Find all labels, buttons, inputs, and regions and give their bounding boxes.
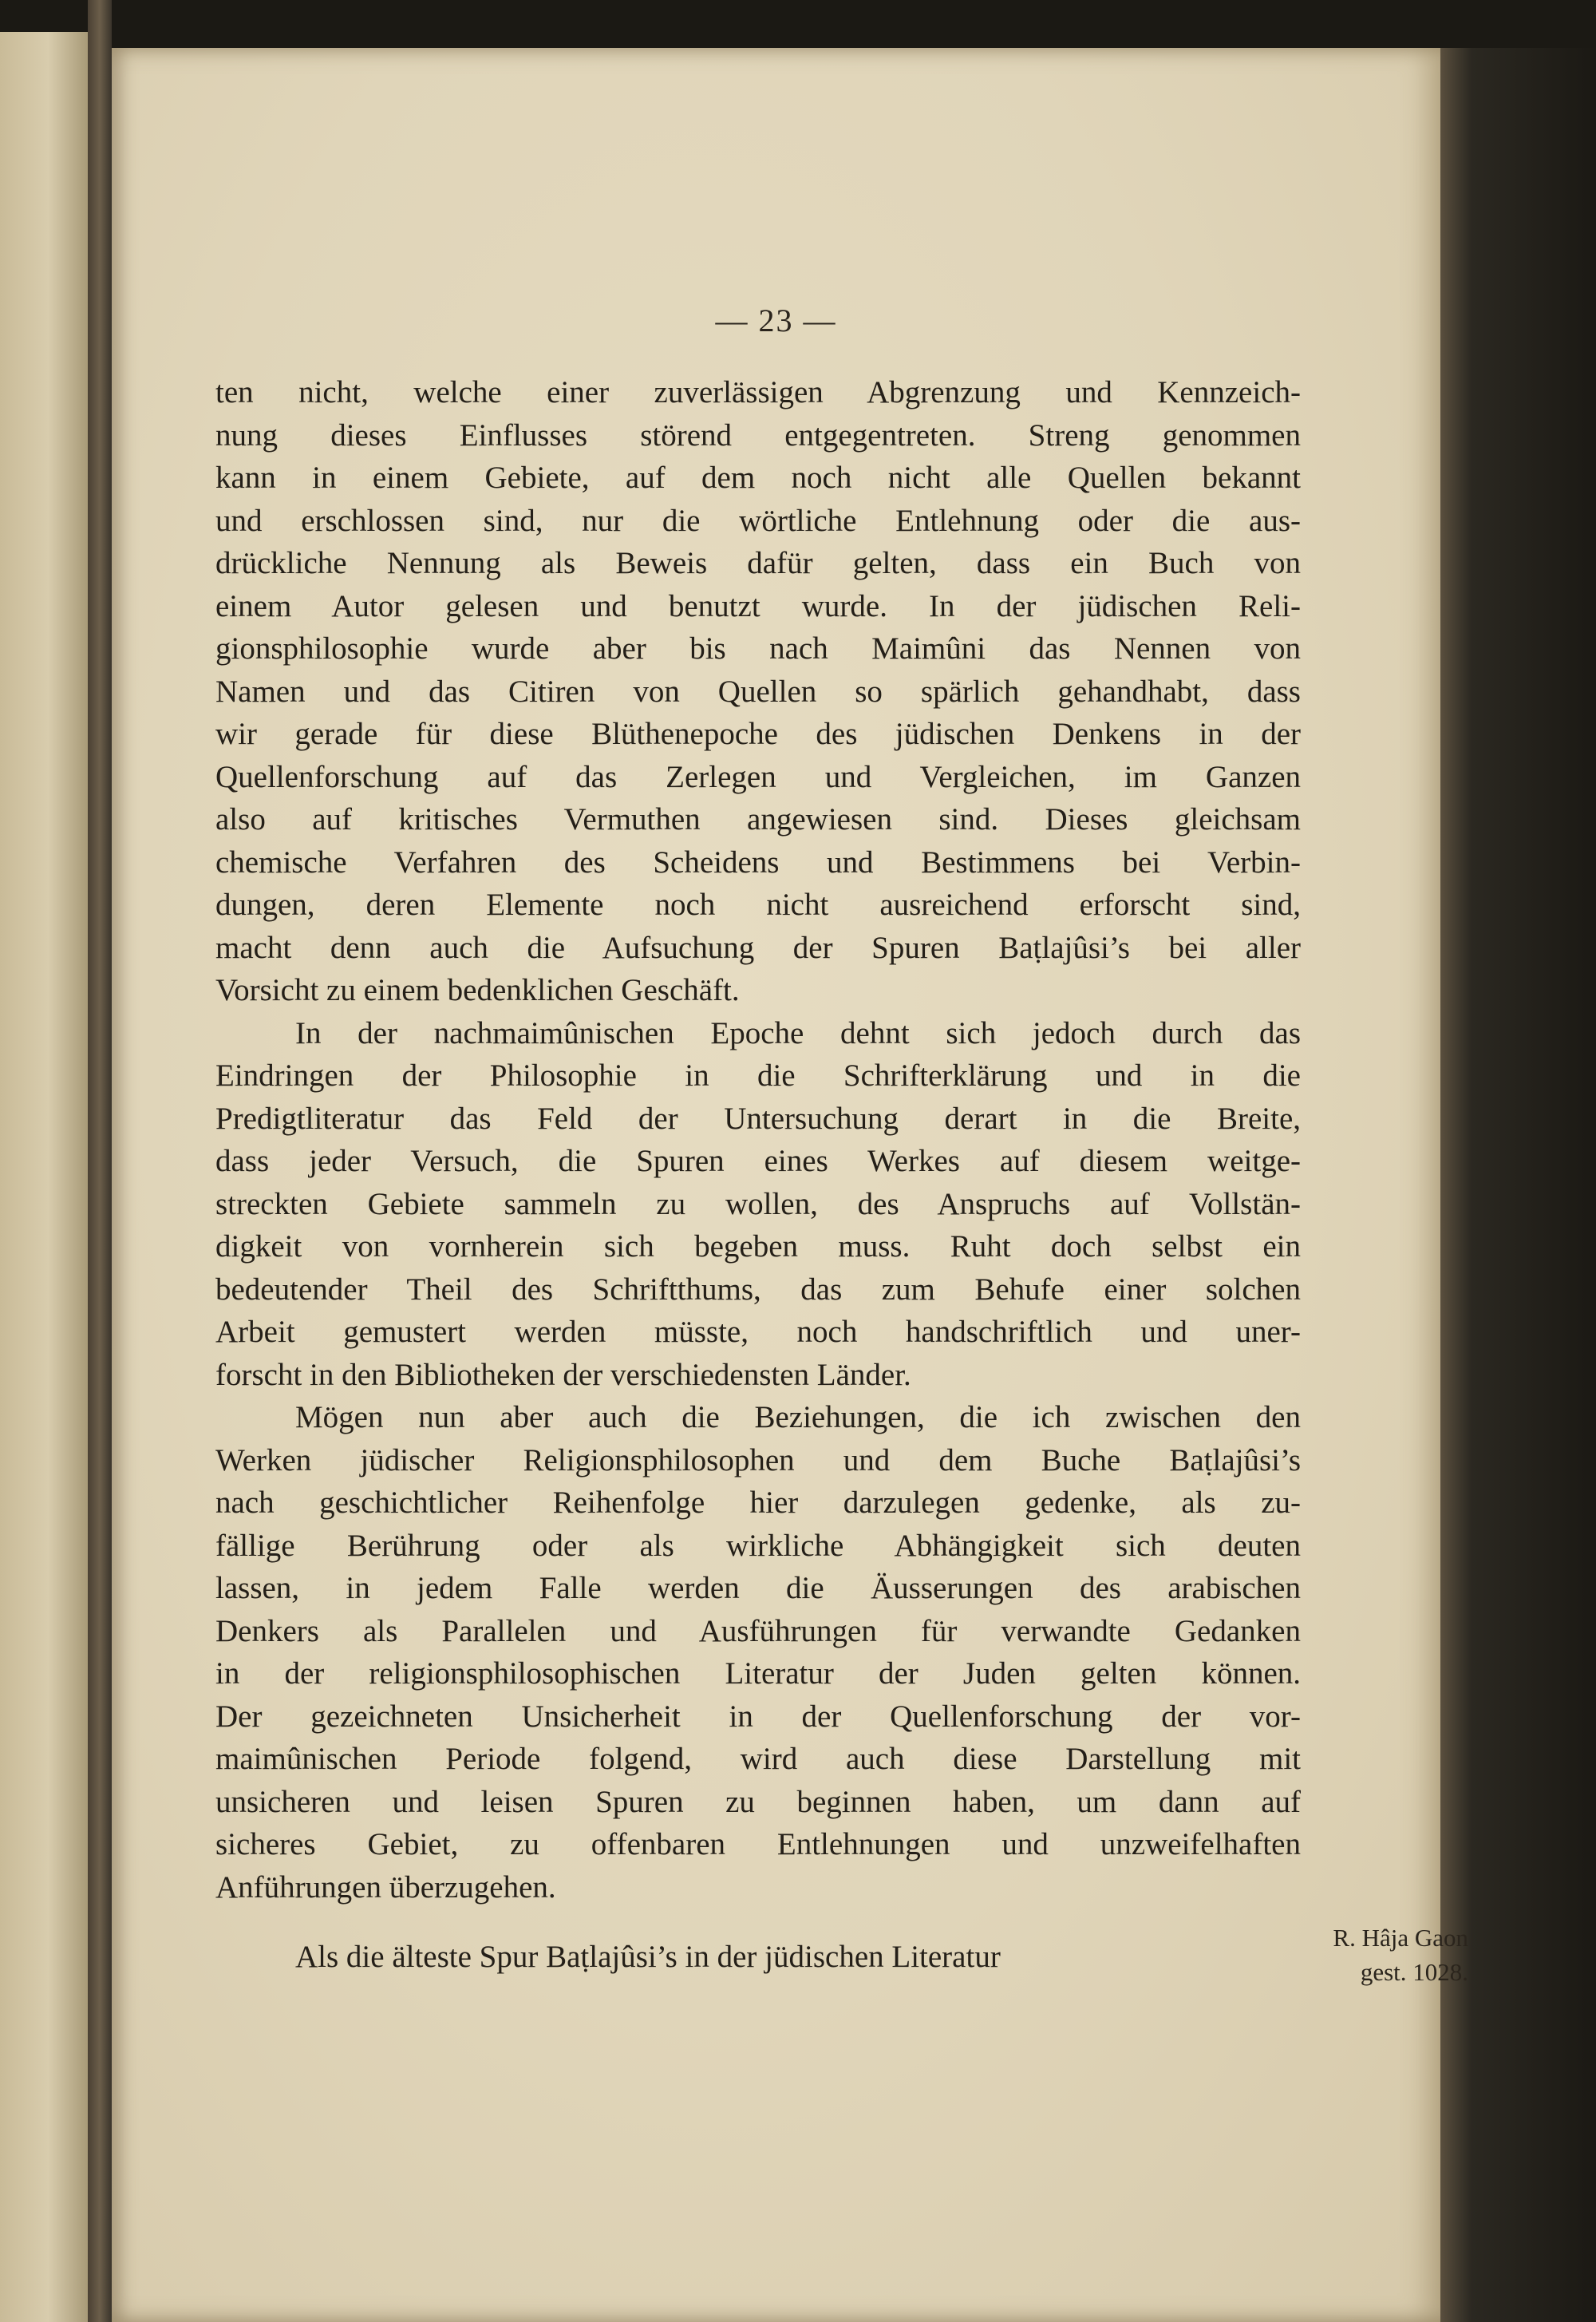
text-line: lassen, in jedem Falle werden die Äusserungen des arabischen — [215, 1571, 1301, 1605]
text-line: drückliche Nennung als Beweis dafür gelten, dass ein Buch von — [215, 546, 1301, 580]
book-gutter — [88, 0, 112, 2322]
margin-note — [1205, 1920, 1468, 1989]
text-line: gionsphilosophie wurde aber bis nach Maimûni das Nennen von — [215, 631, 1301, 666]
text-line: also auf kritisches Vermuthen angewiesen sind. Dieses gleichsam — [215, 802, 1301, 837]
text-line: ten nicht, welche einer zuverlässigen Abgrenzung und Kennzeich- — [215, 375, 1301, 409]
text-line: sicheres Gebiet, zu offenbaren Entlehnungen und unzweifelhaften — [215, 1827, 1301, 1861]
paragraph-3 — [215, 1396, 1301, 1909]
text-line: bedeutender Theil des Schriftthums, das zum Behufe einer solchen — [215, 1272, 1301, 1307]
paragraph-1 — [215, 371, 1301, 1012]
text-line: maimûnischen Periode folgend, wird auch diese Darstellung mit — [215, 1742, 1301, 1776]
page-number: — 23 — — [715, 303, 837, 338]
margin-note-date: gest. 1028. — [1360, 1958, 1468, 1986]
body-text — [215, 371, 1301, 1979]
text-line: In der nachmaimûnischen Epoche dehnt sich jedoch durch das — [295, 1015, 1301, 1050]
text-line: Vorsicht zu einem bedenklichen Geschäft. — [215, 973, 740, 1007]
text-line: Quellenforschung auf das Zerlegen und Vergleichen, im Ganzen — [215, 759, 1301, 794]
closing-line: Als die älteste Spur Baṭlajûsi’s in der jüdischen Literatur — [295, 1940, 1001, 1974]
text-line: nach geschichtlicher Reihenfolge hier darzulegen gedenke, als zu- — [215, 1485, 1301, 1520]
text-line: Anführungen überzugehen. — [215, 1869, 556, 1905]
text-line: nung dieses Einflusses störend entgegentreten. Streng genommen — [215, 417, 1301, 453]
text-line: dungen, deren Elemente noch nicht ausreichend erforscht sind, — [215, 888, 1301, 922]
text-line: fällige Berührung oder als wirkliche Abhängigkeit sich deuten — [215, 1528, 1301, 1563]
text-line: und erschlossen sind, nur die wörtliche Entlehnung oder die aus- — [215, 503, 1301, 538]
section-gap — [215, 1909, 1301, 1936]
text-line: in der religionsphilosophischen Literatur der Juden gelten können. — [215, 1656, 1301, 1691]
text-line: Namen und das Citiren von Quellen so spärlich gehandhabt, dass — [215, 674, 1301, 709]
text-line: Der gezeichneten Unsicherheit in der Quellenforschung der vor- — [215, 1699, 1301, 1734]
text-line: wir gerade für diese Blüthenepoche des jüdischen Denkens in der — [215, 717, 1301, 751]
text-line: forscht in den Bibliotheken der verschiedensten Länder. — [215, 1357, 911, 1392]
text-line: Denkers als Parallelen und Ausführungen für verwandte Gedanken — [215, 1613, 1301, 1648]
margin-note-name: R. Hâja Gaon — [1333, 1924, 1468, 1952]
text-line: chemische Verfahren des Scheidens und Bestimmens bei Verbin- — [215, 845, 1301, 880]
facing-page-edge — [0, 32, 88, 2322]
page-paper — [112, 48, 1468, 2322]
text-line: Mögen nun aber auch die Beziehungen, die ich zwischen den — [295, 1400, 1301, 1434]
text-line: Predigtliteratur das Feld der Untersuchung derart in die Breite, — [215, 1101, 1301, 1136]
text-line: unsicheren und leisen Spuren zu beginnen haben, um dann auf — [215, 1784, 1301, 1819]
text-line: Werken jüdischer Religionsphilosophen und dem Buche Baṭlajûsi’s — [215, 1442, 1301, 1477]
text-line: digkeit von vornherein sich begeben muss. Ruht doch selbst ein — [215, 1229, 1301, 1264]
text-line: einem Autor gelesen und benutzt wurde. In der jüdischen Reli- — [215, 588, 1301, 623]
paragraph-2 — [215, 1012, 1301, 1397]
text-line: dass jeder Versuch, die Spuren eines Werkes auf diesem weitge- — [215, 1144, 1301, 1178]
text-line: Eindringen der Philosophie in die Schrifterklärung und in die — [215, 1058, 1301, 1093]
text-line: Arbeit gemustert werden müsste, noch handschriftlich und uner- — [215, 1315, 1301, 1349]
text-line: kann in einem Gebiete, auf dem noch nicht alle Quellen bekannt — [215, 461, 1301, 495]
text-line: streckten Gebiete sammeln zu wollen, des Anspruchs auf Vollstän- — [215, 1186, 1301, 1221]
text-line: macht denn auch die Aufsuchung der Spuren Baṭlajûsi’s bei aller — [215, 930, 1301, 965]
